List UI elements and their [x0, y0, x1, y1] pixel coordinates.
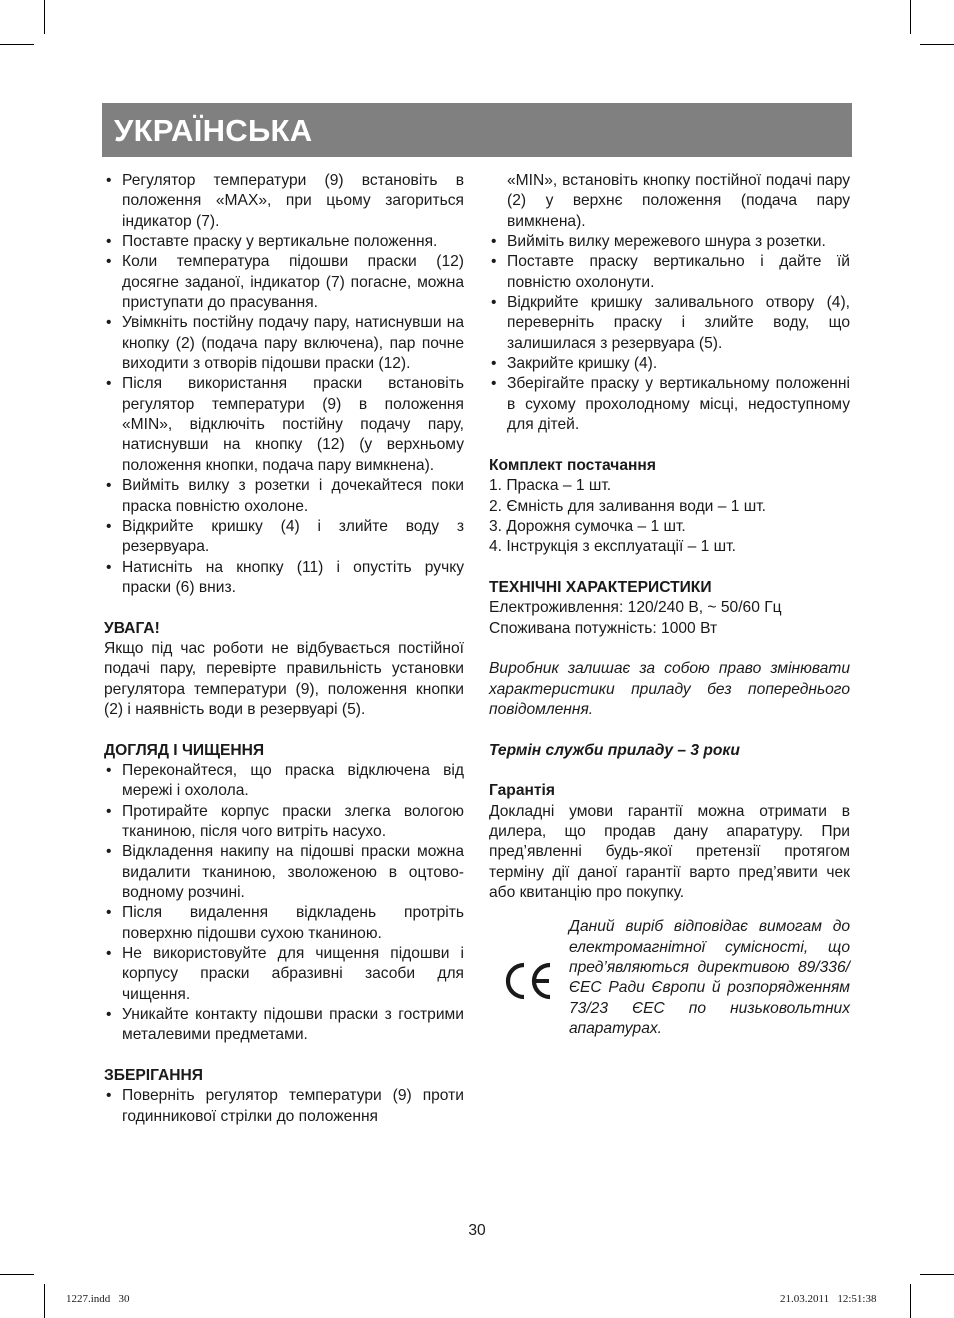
kit-item: 4. Інструкція з експлуатації – 1 шт.	[489, 538, 736, 556]
spec-line: Споживана потужність: 1000 Вт	[489, 619, 718, 637]
warning-text: Якщо під час роботи не відбувається постійної подачі пару, перевірте правильність установки регулятора температури (9), положення кнопки (2) і наявність води в резервуарі (5).	[104, 639, 464, 718]
list-item: • Не використовуйте для чищення підошви і корпусу праски абразивні засоби для чищення.	[106, 945, 464, 1003]
list-item: • Поверніть регулятор температури (9) проти годинникової стрілки до положення	[106, 1087, 464, 1125]
crop-mark	[910, 1284, 911, 1318]
ce-mark-icon	[504, 961, 556, 1001]
care-list	[104, 761, 464, 1046]
kit-item: 3. Дорожня сумочка – 1 шт.	[489, 517, 686, 535]
list-item: • Відкладення накипу на підошві праски можна видалити тканиною, зволоженою в оцтово-водному розчині.	[106, 843, 464, 902]
ce-compliance-block	[489, 917, 850, 1037]
storage-list	[104, 1086, 464, 1127]
timestamp-slug: 21.03.2011 12:51:38	[780, 1293, 877, 1305]
crop-mark	[44, 1284, 45, 1318]
right-column	[489, 171, 850, 1037]
list-item: • Коли температура підошви праски (12) досягне заданої, індикатор (7) погасне, можна приступати до прасування.	[106, 253, 464, 312]
list-item: • Увімкніть постійну подачу пару, натиснувши на кнопку (2) (подача пару включена), пар почне виходити з отворів підошви праски (12).	[106, 314, 464, 373]
list-item: • Відкрийте кришку заливального отвору (4), переверніть праску і злийте воду, що залишилася з резервуара (5).	[491, 294, 850, 352]
kit-item: 1. Праска – 1 шт.	[489, 477, 612, 495]
ce-compliance-text: Даний виріб відповідає вимогам до електромагнітної сумісності, що пред’являються директивою 89/336/ЄЕС Ради Європи й розпорядженням 73/23 ЄЕС по низьковольтних апаратурах.	[569, 918, 850, 1037]
crop-mark	[44, 0, 45, 34]
list-item: • Протирайте корпус праски злегка вологою тканиною, після чого витріть насухо.	[106, 802, 464, 840]
list-item: • Регулятор температури (9) встановіть в положення «MAX», при цьому загориться індикатор (7).	[106, 172, 464, 230]
spec-line: Електроживлення: 120/240 В, ~ 50/60 Гц	[489, 599, 782, 617]
storage-heading: ЗБЕРІГАННЯ	[104, 1067, 203, 1085]
left-column	[104, 171, 464, 1127]
list-item: • Вийміть вилку з розетки і дочекайтеся поки праска повністю охолоне.	[106, 477, 464, 515]
crop-mark	[920, 1274, 954, 1275]
list-item: • Натисніть на кнопку (11) і опустіть ручку праски (6) вниз.	[106, 558, 464, 596]
list-item: • Після використання праски встановіть регулятор температури (9) в положення «MIN», відключіть постійну подачу пару, натиснувши на кнопку (12) (у верхньому положення кнопки, подача пару вимкнена).	[106, 375, 464, 474]
page-title: УКРАЇНСЬКА	[114, 113, 313, 148]
list-item: • Поставте праску вертикально і дайте їй повністю охолонути.	[491, 253, 850, 291]
list-item: • Переконайтеся, що праска відключена від мережі і охолола.	[106, 761, 464, 800]
list-item: • Після видалення відкладень протріть поверхню підошви сухою тканиною.	[106, 904, 464, 942]
page-number: 30	[468, 1222, 486, 1239]
list-item: • Відкрийте кришку (4) і злийте воду з резервуара.	[106, 517, 464, 556]
kit-heading: Комплект постачання	[489, 456, 656, 474]
crop-mark	[0, 1274, 34, 1275]
care-heading: ДОГЛЯД І ЧИЩЕННЯ	[104, 741, 265, 759]
file-slug: 1227.indd 30	[66, 1293, 130, 1305]
specs-heading: ТЕХНІЧНІ ХАРАКТЕРИСТИКИ	[489, 578, 712, 596]
list-item: • Поставте праску у вертикальне положення.	[106, 233, 438, 251]
list-item: • Закрийте кришку (4).	[491, 355, 658, 373]
list-item: • Вийміть вилку мережевого шнура з розетки.	[491, 233, 826, 251]
manufacturer-note: Виробник залишає за собою право змінювати характеристики приладу без попереднього повідомлення.	[489, 660, 850, 718]
warranty-text: Докладні умови гарантії можна отримати в дилера, що продав дану апаратуру. При пред’явленні будь-якої претензії протягом терміну дії даної гарантії варто пред’явити чек або квитанцію про покупку.	[489, 802, 850, 902]
service-life: Термін служби приладу – 3 роки	[489, 741, 740, 759]
operation-steps-list	[104, 171, 464, 598]
list-item: «MIN», встановіть кнопку постійної подачі пару (2) у верхнє положення (подача пару вимкнена).	[507, 172, 850, 230]
crop-mark	[910, 0, 911, 34]
warning-heading: УВАГА!	[104, 619, 160, 637]
crop-mark	[920, 44, 954, 45]
list-item: • Уникайте контакту підошви праски з гострими металевими предметами.	[106, 1006, 464, 1044]
crop-mark	[0, 44, 34, 45]
language-banner	[102, 103, 852, 157]
storage-list-continued	[489, 171, 850, 435]
warranty-heading: Гарантія	[489, 782, 555, 800]
list-item: • Зберігайте праску у вертикальному положенні в сухому прохолодному місці, недоступному для дітей.	[491, 375, 850, 434]
kit-item: 2. Ємність для заливання води – 1 шт.	[489, 497, 766, 515]
